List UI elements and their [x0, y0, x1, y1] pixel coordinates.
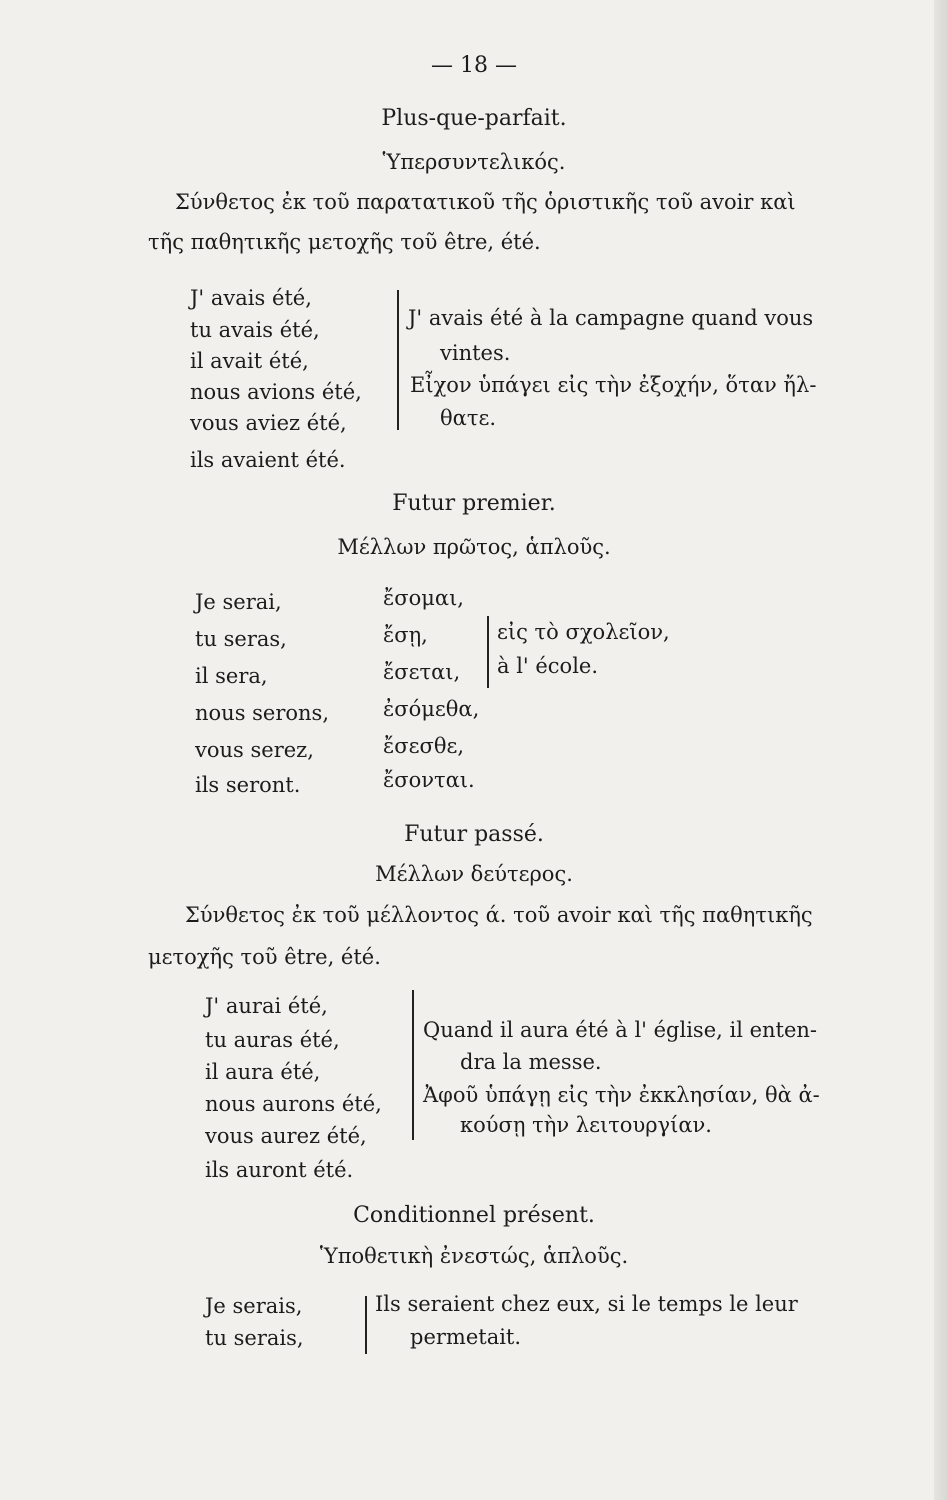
bracket-line — [412, 990, 414, 1140]
conjugation-form: tu serais, — [205, 1326, 304, 1350]
conjugation-form-greek: ἐσόμεθα, — [383, 697, 480, 721]
conjugation-form: J' avais été, — [190, 286, 312, 310]
description-line: τῆς παθητικῆς μετοχῆς τοῦ être, été. — [148, 230, 541, 254]
description-line: Σύνθετος ἐκ τοῦ μέλλοντος ά. τοῦ avoir καὶ τῆς παθητικῆς — [185, 903, 813, 927]
greek-title-futur-premier: Μέλλων πρῶτος, ἁπλοῦς. — [337, 535, 611, 559]
conjugation-form: il aura été, — [205, 1060, 321, 1084]
example-greek: κούσῃ τὴν λειτουργίαν. — [460, 1113, 712, 1137]
example-french: vintes. — [440, 341, 511, 365]
conjugation-form: ils seront. — [195, 773, 301, 797]
description-line: μετοχῆς τοῦ être, été. — [148, 945, 381, 969]
page-number: — 18 — — [431, 53, 517, 78]
section-title-futur-premier: Futur premier. — [392, 491, 556, 516]
conjugation-form-greek: ἔσονται. — [383, 768, 475, 792]
section-title-plusqueparfait: Plus-que-parfait. — [381, 106, 567, 131]
conjugation-form: vous aurez été, — [205, 1124, 367, 1148]
conjugation-form-greek: ἔσῃ, — [383, 623, 428, 647]
conjugation-form: nous avions été, — [190, 380, 362, 404]
example-greek: Εἶχον ὑπάγει εἰς τὴν ἐξοχήν, ὅταν ἤλ- — [410, 373, 817, 397]
greek-title-plusqueparfait: Ὑπερσυντελικός. — [382, 150, 566, 174]
conjugation-form: vous aviez été, — [190, 411, 347, 435]
conjugation-form: nous serons, — [195, 701, 330, 725]
example-french: dra la messe. — [460, 1050, 602, 1074]
conjugation-form: tu auras été, — [205, 1028, 340, 1052]
example-greek: θατε. — [440, 406, 496, 430]
conjugation-form: il sera, — [195, 664, 268, 688]
conjugation-form: Je serais, — [205, 1294, 303, 1318]
conjugation-form: tu seras, — [195, 627, 287, 651]
conjugation-form: ils avaient été. — [190, 448, 346, 472]
example-french: J' avais été à la campagne quand vous — [408, 306, 814, 330]
section-title-conditionnel: Conditionnel présent. — [353, 1203, 595, 1228]
greek-title-conditionnel: Ὑποθετικὴ ἐνεστώς, ἁπλοῦς. — [319, 1244, 629, 1268]
description-line: Σύνθετος ἐκ τοῦ παρατατικοῦ τῆς ὁριστικῆς τοῦ avoir καὶ — [175, 190, 796, 214]
greek-title-futur-passe: Μέλλων δεύτερος. — [375, 862, 573, 886]
example-greek: εἰς τὸ σχολεῖον, — [497, 620, 670, 644]
conjugation-form: J' aurai été, — [205, 994, 328, 1018]
section-title-futur-passe: Futur passé. — [404, 822, 544, 847]
conjugation-form-greek: ἔσεσθε, — [383, 734, 465, 758]
bracket-line — [365, 1296, 367, 1354]
bracket-line — [487, 616, 489, 688]
example-greek: Ἀφοῦ ὑπάγῃ εἰς τὴν ἐκκλησίαν, θὰ ἀ- — [423, 1083, 820, 1107]
conjugation-form: vous serez, — [195, 738, 314, 762]
conjugation-form: Je serai, — [195, 590, 282, 614]
conjugation-form: il avait été, — [190, 349, 309, 373]
page-edge — [934, 0, 948, 1500]
example-french: à l' école. — [497, 654, 599, 678]
conjugation-form: nous aurons été, — [205, 1092, 382, 1116]
conjugation-form-greek: ἔσεται, — [383, 660, 461, 684]
example-french: Ils seraient chez eux, si le temps le leur — [375, 1292, 798, 1316]
conjugation-form: tu avais été, — [190, 318, 320, 342]
conjugation-form-greek: ἔσομαι, — [383, 586, 464, 610]
conjugation-form: ils auront été. — [205, 1158, 354, 1182]
example-french: Quand il aura été à l' église, il enten- — [423, 1018, 818, 1042]
bracket-line — [397, 290, 399, 430]
example-french: permetait. — [410, 1325, 522, 1349]
